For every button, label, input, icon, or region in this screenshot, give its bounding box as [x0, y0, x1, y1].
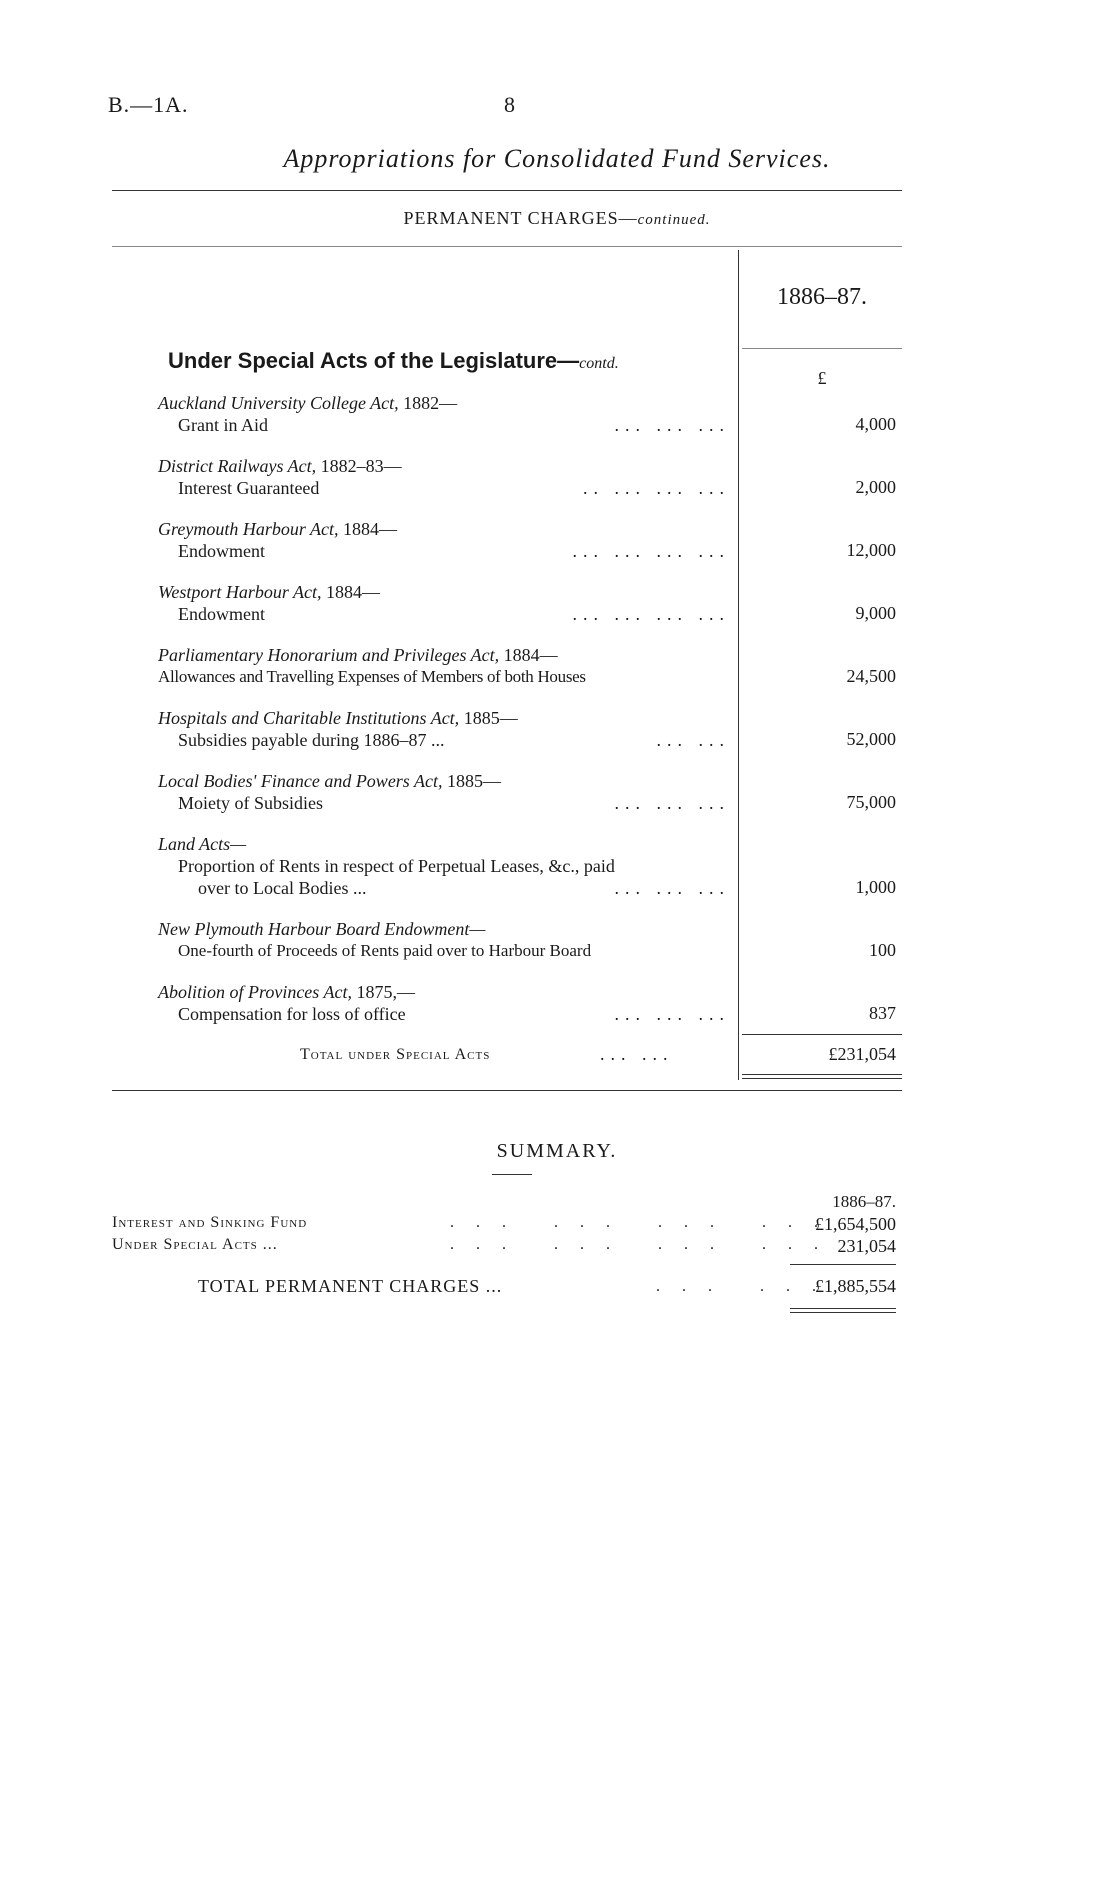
summary-title-underline	[492, 1174, 532, 1175]
summary-total-double-rule-top	[790, 1308, 896, 1309]
section-heading	[168, 348, 619, 374]
column-divider	[738, 250, 739, 1080]
appropriation-entry	[158, 918, 738, 962]
act-year: 1884—	[321, 582, 381, 602]
appropriation-entry	[158, 707, 738, 751]
appropriation-entry	[158, 455, 738, 499]
appropriation-entry	[158, 518, 738, 562]
act-name	[158, 981, 738, 1003]
act-title: Auckland University College Act,	[158, 393, 399, 413]
entry-amount: 837	[869, 1003, 896, 1023]
section-heading-text: Under Special Acts of the Legislature—	[168, 348, 580, 373]
entry-amount: 2,000	[855, 477, 896, 497]
act-name	[158, 644, 738, 666]
subtitle-main: PERMANENT CHARGES—	[403, 208, 638, 228]
act-name	[158, 392, 738, 414]
appropriation-entry	[158, 770, 738, 814]
entry-amount: 12,000	[846, 540, 896, 560]
act-name	[158, 455, 738, 477]
entry-description: One-fourth of Proceeds of Rents paid over to Harbour Board	[178, 941, 592, 960]
subtitle-continued: continued.	[637, 212, 711, 228]
summary-total-leader-dots: ... ...	[656, 1278, 838, 1295]
summary-total-label: TOTAL PERMANENT CHARGES ...	[198, 1276, 503, 1296]
entry-description: Grant in Aid	[178, 415, 268, 435]
act-name	[158, 707, 738, 729]
summary-row-value: 231,054	[837, 1236, 896, 1256]
subtotal-rule	[742, 1034, 902, 1035]
entry-description: Interest Guaranteed	[178, 478, 320, 498]
leader-dots: .. ... ... ...	[583, 478, 730, 498]
act-name	[158, 581, 738, 603]
total-special-acts-amount: £231,054	[828, 1044, 896, 1064]
act-title: Abolition of Provinces Act,	[158, 982, 352, 1002]
page-number: 8	[504, 92, 515, 117]
subtitle-rule	[112, 246, 902, 247]
entry-amount: 1,000	[855, 877, 896, 897]
total-double-rule-bottom	[742, 1078, 902, 1079]
entry-description: Endowment	[178, 541, 265, 561]
table-bottom-rule	[112, 1090, 902, 1091]
summary-row-value: £1,654,500	[815, 1214, 896, 1234]
act-title: Greymouth Harbour Act,	[158, 519, 339, 539]
total-special-acts-label: Total under Special Acts	[300, 1046, 491, 1063]
year-column-heading: 1886–87.	[777, 284, 867, 310]
appropriation-entry	[158, 581, 738, 625]
summary-total-double-rule-bottom	[790, 1312, 896, 1313]
entry-amount: 9,000	[855, 603, 896, 623]
entry-amount: 75,000	[846, 792, 896, 812]
summary-leader-dots: ... ... ... ...	[450, 1214, 840, 1231]
leader-dots: ... ... ...	[614, 793, 730, 813]
page-title: Appropriations for Consolidated Fund Services.	[283, 144, 831, 173]
act-year: 1882–83—	[316, 456, 402, 476]
leader-dots: ... ... ... ...	[572, 541, 730, 561]
act-year: 1875,—	[351, 982, 415, 1002]
entry-description-continued: over to Local Bodies ...	[198, 878, 367, 898]
entry-description: Compensation for loss of office	[178, 1004, 406, 1024]
act-name	[158, 770, 738, 792]
leader-dots: ... ... ...	[614, 878, 730, 898]
act-title: New Plymouth Harbour Board Endowment—	[158, 919, 486, 939]
act-title: Hospitals and Charitable Institutions Act,	[158, 708, 460, 728]
total-leader-dots: ... ...	[600, 1044, 674, 1064]
leader-dots: ... ... ...	[614, 1004, 730, 1024]
appropriation-entry	[158, 981, 738, 1025]
act-title: District Railways Act,	[158, 456, 317, 476]
act-year: 1882—	[398, 393, 458, 413]
summary-row-label: Interest and Sinking Fund	[112, 1214, 308, 1231]
leader-dots: ... ...	[656, 730, 730, 750]
summary-total-value: £1,885,554	[815, 1276, 896, 1296]
summary-leader-dots: ... ... ... ...	[450, 1236, 840, 1253]
currency-symbol: £	[817, 368, 827, 388]
act-name	[158, 918, 738, 940]
section-contd: contd.	[579, 355, 619, 372]
summary-subtotal-rule	[790, 1264, 896, 1265]
act-year: 1884—	[338, 519, 397, 539]
entry-description: Moiety of Subsidies	[178, 793, 324, 813]
document-id: B.—1A.	[108, 92, 189, 117]
summary-title: SUMMARY.	[496, 1140, 618, 1162]
entry-description: Proportion of Rents in respect of Perpetual Leases, &c., paid	[178, 856, 615, 876]
appropriation-entry	[158, 392, 738, 436]
appropriation-entry	[158, 833, 738, 899]
entry-amount: 52,000	[846, 729, 896, 749]
entry-amount: 24,500	[846, 666, 896, 686]
year-heading-rule	[742, 348, 902, 349]
appropriation-entry	[158, 644, 738, 688]
section-subtitle	[0, 208, 1114, 229]
act-year: 1884—	[499, 645, 558, 665]
summary-year-heading: 1886–87.	[832, 1192, 896, 1211]
entry-amount: 4,000	[855, 414, 896, 434]
entry-amount: 100	[869, 940, 896, 960]
summary-row-label: Under Special Acts ...	[112, 1236, 278, 1253]
leader-dots: ... ... ... ...	[572, 604, 730, 624]
act-year: 1885—	[459, 708, 518, 728]
act-title: Westport Harbour Act,	[158, 582, 322, 602]
entry-description: Endowment	[178, 604, 265, 624]
act-title: Parliamentary Honorarium and Privileges Act,	[158, 645, 500, 665]
act-name	[158, 518, 738, 540]
act-title: Local Bodies' Finance and Powers Act,	[158, 771, 443, 791]
act-title: Land Acts—	[158, 834, 247, 854]
entry-description: Subsidies payable during 1886–87 ...	[178, 730, 445, 750]
title-rule	[112, 190, 902, 191]
entry-description: Allowances and Travelling Expenses of Members of both Houses	[158, 667, 586, 686]
act-name	[158, 833, 738, 855]
leader-dots: ... ... ...	[614, 415, 730, 435]
act-year: 1885—	[442, 771, 501, 791]
total-double-rule-top	[742, 1074, 902, 1075]
